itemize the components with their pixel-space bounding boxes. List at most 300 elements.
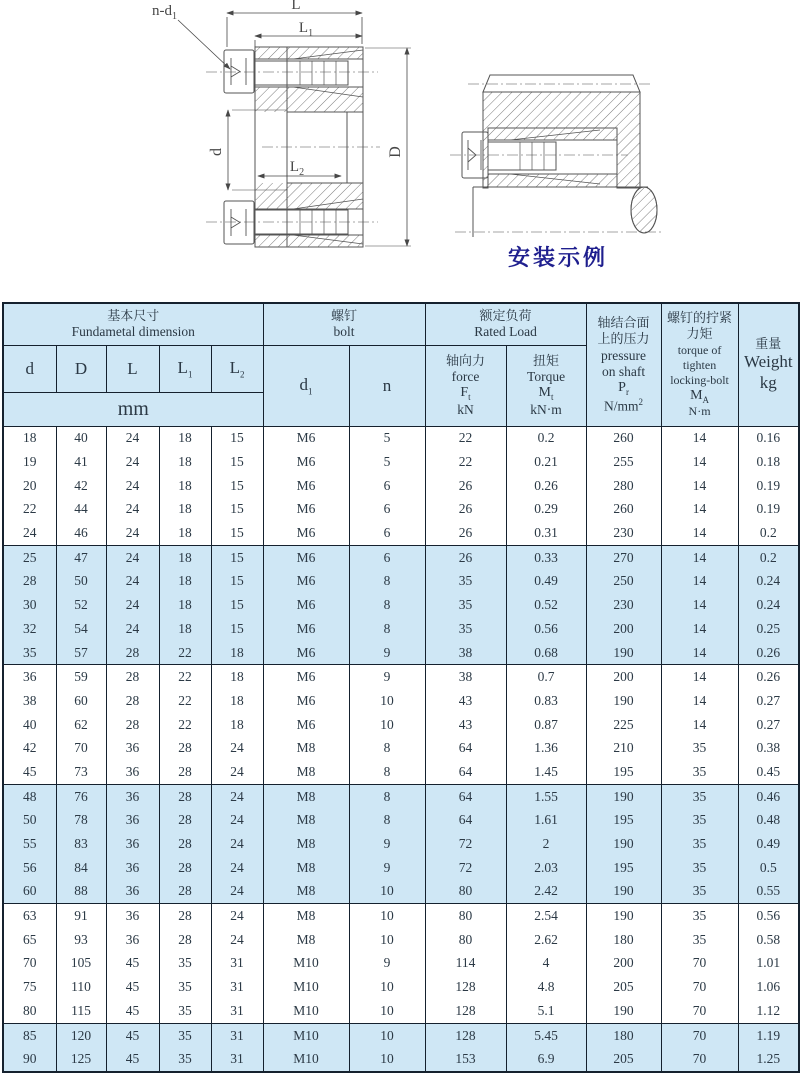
- cell: 72: [425, 832, 506, 856]
- cell: 0.5: [738, 856, 799, 880]
- cell: 0.87: [506, 713, 586, 737]
- cell: 70: [661, 952, 738, 976]
- specification-table: [2, 302, 800, 1073]
- cell: 40: [56, 426, 106, 450]
- dim-label-L2: $L_2$: [289, 159, 305, 178]
- dim-label-L: L: [291, 0, 301, 13]
- cell: 18: [211, 713, 263, 737]
- cell: 180: [586, 1023, 661, 1047]
- cell: 45: [106, 1023, 159, 1047]
- cell: 2.42: [506, 880, 586, 904]
- table-row: [3, 904, 799, 928]
- cell: M6: [263, 521, 349, 545]
- cell: 2.62: [506, 928, 586, 952]
- cell: 205: [586, 1047, 661, 1072]
- cell: 1.25: [738, 1047, 799, 1072]
- header-bolt: [263, 303, 425, 345]
- cell: 14: [661, 570, 738, 594]
- cell: 14: [661, 641, 738, 665]
- dim-label-d: d: [208, 148, 225, 156]
- cell: M8: [263, 736, 349, 760]
- cell: 5: [349, 426, 425, 450]
- table-row: [3, 1047, 799, 1072]
- cell: 6.9: [506, 1047, 586, 1072]
- cell: 10: [349, 880, 425, 904]
- cell: 14: [661, 545, 738, 569]
- cell: 9: [349, 952, 425, 976]
- cell: 18: [159, 593, 211, 617]
- cell: 25: [3, 545, 56, 569]
- cell: 0.48: [738, 809, 799, 833]
- table-row: [3, 832, 799, 856]
- header-bolt-cn: 螺钉: [331, 308, 358, 324]
- cell: 1.45: [506, 760, 586, 784]
- cell: 14: [661, 450, 738, 474]
- cell: M8: [263, 760, 349, 784]
- cell: 195: [586, 760, 661, 784]
- cell: 120: [56, 1023, 106, 1047]
- cell: 35: [159, 975, 211, 999]
- cell: 225: [586, 713, 661, 737]
- cell: 55: [3, 832, 56, 856]
- cell: 64: [425, 760, 506, 784]
- cell: 88: [56, 880, 106, 904]
- cell: 63: [3, 904, 56, 928]
- cell: 22: [425, 426, 506, 450]
- cell: 24: [106, 450, 159, 474]
- table-row: [3, 593, 799, 617]
- cell: 8: [349, 617, 425, 641]
- cell: 36: [106, 736, 159, 760]
- cell: 0.19: [738, 474, 799, 498]
- cell: 0.16: [738, 426, 799, 450]
- table-row: [3, 689, 799, 713]
- cell: 36: [106, 856, 159, 880]
- cell: 64: [425, 736, 506, 760]
- cell: 9: [349, 665, 425, 689]
- cell: 42: [56, 474, 106, 498]
- cell: 190: [586, 784, 661, 808]
- cell: M6: [263, 474, 349, 498]
- cell: 24: [106, 498, 159, 522]
- header-weight: 重量 Weight kg: [738, 303, 799, 426]
- cell: 26: [425, 521, 506, 545]
- cell: 24: [211, 736, 263, 760]
- cell: 28: [159, 904, 211, 928]
- table-row: [3, 928, 799, 952]
- cell: 190: [586, 904, 661, 928]
- table-row: [3, 498, 799, 522]
- cell: 18: [211, 641, 263, 665]
- cell: 15: [211, 617, 263, 641]
- cell: 36: [106, 904, 159, 928]
- cell: M8: [263, 832, 349, 856]
- dim-label-n-d1: $n-d_1$: [152, 3, 177, 22]
- cell: 14: [661, 474, 738, 498]
- cell: 18: [159, 498, 211, 522]
- cell: 80: [425, 928, 506, 952]
- dim-label-L1: $L_1$: [298, 20, 314, 39]
- table-row: [3, 975, 799, 999]
- cell: 83: [56, 832, 106, 856]
- cell: 9: [349, 832, 425, 856]
- cell: 5.1: [506, 999, 586, 1023]
- cell: M6: [263, 426, 349, 450]
- cell: 70: [661, 1023, 738, 1047]
- cell: 153: [425, 1047, 506, 1072]
- cell: 210: [586, 736, 661, 760]
- cell: 41: [56, 450, 106, 474]
- header-fundamental-dimension: [3, 303, 263, 345]
- installation-example-drawing: [450, 75, 662, 237]
- cell: 38: [425, 641, 506, 665]
- cell: 26: [425, 474, 506, 498]
- cell: 28: [159, 809, 211, 833]
- cell: 24: [106, 474, 159, 498]
- cell: M6: [263, 689, 349, 713]
- cell: 18: [159, 450, 211, 474]
- cell: 10: [349, 999, 425, 1023]
- cell: 28: [159, 736, 211, 760]
- cell: 30: [3, 593, 56, 617]
- cell: 270: [586, 545, 661, 569]
- cell: 38: [425, 665, 506, 689]
- cell: 0.24: [738, 593, 799, 617]
- cell: 31: [211, 975, 263, 999]
- cell: 70: [661, 975, 738, 999]
- cell: 24: [211, 880, 263, 904]
- header-rated-cn: 额定负荷: [479, 308, 532, 324]
- cell: 250: [586, 570, 661, 594]
- table-row: [3, 760, 799, 784]
- cell: 2: [506, 832, 586, 856]
- cell: 36: [106, 928, 159, 952]
- cell: M8: [263, 904, 349, 928]
- table-row: [3, 736, 799, 760]
- table-row: [3, 450, 799, 474]
- cell: 4.8: [506, 975, 586, 999]
- cell: 6: [349, 498, 425, 522]
- cell: 24: [106, 426, 159, 450]
- cell: 40: [3, 713, 56, 737]
- table-row: [3, 521, 799, 545]
- cell: 22: [159, 665, 211, 689]
- cell: 0.26: [738, 665, 799, 689]
- cell: 35: [661, 809, 738, 833]
- cell: 28: [159, 832, 211, 856]
- cell: 15: [211, 474, 263, 498]
- cell: 35: [661, 928, 738, 952]
- cell: 42: [3, 736, 56, 760]
- cell: 36: [3, 665, 56, 689]
- cell: 15: [211, 545, 263, 569]
- cell: 8: [349, 784, 425, 808]
- cell: 0.27: [738, 689, 799, 713]
- cell: M8: [263, 880, 349, 904]
- cell: 18: [159, 474, 211, 498]
- header-bolt-en: bolt: [333, 324, 355, 340]
- table-body: [3, 426, 799, 1072]
- cell: 255: [586, 450, 661, 474]
- cell: 26: [425, 545, 506, 569]
- cell: 80: [425, 904, 506, 928]
- cell: 75: [3, 975, 56, 999]
- cell: 78: [56, 809, 106, 833]
- cell: 10: [349, 904, 425, 928]
- cell: 195: [586, 856, 661, 880]
- cell: 45: [106, 952, 159, 976]
- cell: 14: [661, 617, 738, 641]
- cell: 260: [586, 426, 661, 450]
- cell: 0.27: [738, 713, 799, 737]
- cell: 15: [211, 498, 263, 522]
- cell: 9: [349, 856, 425, 880]
- cell: 0.49: [506, 570, 586, 594]
- cell: 24: [3, 521, 56, 545]
- cell: 0.68: [506, 641, 586, 665]
- cell: 50: [56, 570, 106, 594]
- cell: 70: [661, 999, 738, 1023]
- cell: 45: [106, 1047, 159, 1072]
- cell: 70: [3, 952, 56, 976]
- cell: 6: [349, 474, 425, 498]
- header-col-L2: $L_2$: [211, 345, 263, 392]
- cell: 2.54: [506, 904, 586, 928]
- cell: 90: [3, 1047, 56, 1072]
- cell: 0.18: [738, 450, 799, 474]
- specification-table-wrap: [2, 302, 798, 1073]
- cell: 190: [586, 641, 661, 665]
- cell: 0.2: [738, 521, 799, 545]
- cell: 18: [159, 426, 211, 450]
- cell: 190: [586, 999, 661, 1023]
- cell: 28: [106, 713, 159, 737]
- cell: 280: [586, 474, 661, 498]
- cell: 10: [349, 1047, 425, 1072]
- table-row: [3, 952, 799, 976]
- cell: 28: [159, 880, 211, 904]
- cell: 18: [211, 665, 263, 689]
- cell: 28: [159, 784, 211, 808]
- cell: 24: [211, 856, 263, 880]
- cell: 1.12: [738, 999, 799, 1023]
- cell: 105: [56, 952, 106, 976]
- cell: 91: [56, 904, 106, 928]
- table-row: [3, 809, 799, 833]
- cell: 45: [106, 999, 159, 1023]
- cell: 14: [661, 521, 738, 545]
- cell: 1.36: [506, 736, 586, 760]
- header-fundamental-en: Fundametal dimension: [71, 324, 195, 340]
- table-row: [3, 617, 799, 641]
- table-header: [3, 303, 799, 426]
- cell: 93: [56, 928, 106, 952]
- cell: 46: [56, 521, 106, 545]
- cell: 44: [56, 498, 106, 522]
- cell: 35: [425, 593, 506, 617]
- cell: 85: [3, 1023, 56, 1047]
- header-pressure-on-shaft: 轴结合面 上的压力 pressure on shaft $P_r$ $N/mm^2$: [586, 303, 661, 426]
- cell: 22: [159, 689, 211, 713]
- cell: 72: [425, 856, 506, 880]
- cell: 31: [211, 1047, 263, 1072]
- cell: M6: [263, 641, 349, 665]
- cell: 0.52: [506, 593, 586, 617]
- cell: 35: [661, 784, 738, 808]
- cell: 14: [661, 713, 738, 737]
- cell: 22: [159, 713, 211, 737]
- cell: 0.56: [506, 617, 586, 641]
- cell: 0.45: [738, 760, 799, 784]
- table-row: [3, 545, 799, 569]
- cell: 9: [349, 641, 425, 665]
- cell: 0.46: [738, 784, 799, 808]
- cell: 10: [349, 928, 425, 952]
- cell: 0.26: [506, 474, 586, 498]
- cell: 64: [425, 784, 506, 808]
- cell: 0.58: [738, 928, 799, 952]
- cell: 5.45: [506, 1023, 586, 1047]
- cell: 28: [3, 570, 56, 594]
- cell: 50: [3, 809, 56, 833]
- cell: 15: [211, 570, 263, 594]
- cell: M10: [263, 1047, 349, 1072]
- cell: 35: [425, 617, 506, 641]
- cell: 65: [3, 928, 56, 952]
- cell: 62: [56, 713, 106, 737]
- table-row: [3, 570, 799, 594]
- cell: 0.24: [738, 570, 799, 594]
- cell: 35: [159, 999, 211, 1023]
- cell: M6: [263, 498, 349, 522]
- cell: 36: [106, 832, 159, 856]
- cell: 24: [211, 760, 263, 784]
- cell: 59: [56, 665, 106, 689]
- cell: 8: [349, 760, 425, 784]
- cell: 35: [661, 856, 738, 880]
- cell: 6: [349, 545, 425, 569]
- cell: 15: [211, 450, 263, 474]
- cell: 35: [159, 952, 211, 976]
- technical-drawings: [0, 0, 800, 300]
- cell: 2.03: [506, 856, 586, 880]
- cell: 200: [586, 665, 661, 689]
- cell: 56: [3, 856, 56, 880]
- cell: 14: [661, 426, 738, 450]
- cell: M8: [263, 809, 349, 833]
- header-rated-load: [425, 303, 586, 345]
- cell: 24: [211, 832, 263, 856]
- cell: 43: [425, 713, 506, 737]
- cell: 128: [425, 1023, 506, 1047]
- cell: M6: [263, 617, 349, 641]
- cell: 36: [106, 809, 159, 833]
- cell: M10: [263, 1023, 349, 1047]
- table-row: [3, 665, 799, 689]
- cell: 0.31: [506, 521, 586, 545]
- cell: 22: [425, 450, 506, 474]
- cell: 230: [586, 521, 661, 545]
- cell: 43: [425, 689, 506, 713]
- cell: 26: [425, 498, 506, 522]
- cell: 31: [211, 999, 263, 1023]
- cell: 0.19: [738, 498, 799, 522]
- cell: 35: [661, 736, 738, 760]
- cell: 35: [661, 760, 738, 784]
- table-row: [3, 856, 799, 880]
- cell: 28: [106, 689, 159, 713]
- cell: 0.2: [738, 545, 799, 569]
- cell: 10: [349, 713, 425, 737]
- cell: 15: [211, 593, 263, 617]
- dim-label-D: D: [387, 146, 404, 158]
- cell: 24: [211, 784, 263, 808]
- cell: 45: [3, 760, 56, 784]
- cell: 14: [661, 665, 738, 689]
- cell: 70: [661, 1047, 738, 1072]
- cell: 1.06: [738, 975, 799, 999]
- cell: 10: [349, 1023, 425, 1047]
- cell: 0.55: [738, 880, 799, 904]
- cell: 24: [106, 521, 159, 545]
- cell: 36: [106, 760, 159, 784]
- cell: M10: [263, 952, 349, 976]
- cell: M6: [263, 545, 349, 569]
- cell: 18: [3, 426, 56, 450]
- cell: 128: [425, 975, 506, 999]
- cell: 205: [586, 975, 661, 999]
- header-col-n: n: [349, 345, 425, 426]
- cell: 190: [586, 832, 661, 856]
- cell: 0.33: [506, 545, 586, 569]
- cell: 76: [56, 784, 106, 808]
- header-col-L: L: [106, 345, 159, 392]
- cell: 35: [425, 570, 506, 594]
- cell: 15: [211, 426, 263, 450]
- cell: 35: [3, 641, 56, 665]
- cell: 28: [106, 665, 159, 689]
- table-row: [3, 426, 799, 450]
- header-unit-mm: mm: [3, 392, 263, 426]
- cell: 70: [56, 736, 106, 760]
- cell: M8: [263, 928, 349, 952]
- cell: 22: [3, 498, 56, 522]
- cell: M10: [263, 975, 349, 999]
- cell: 28: [106, 641, 159, 665]
- cell: M6: [263, 450, 349, 474]
- cell: 45: [106, 975, 159, 999]
- cell: 38: [3, 689, 56, 713]
- cell: 0.26: [738, 641, 799, 665]
- header-rated-en: Rated Load: [474, 324, 537, 340]
- header-col-d1: $d_1$: [263, 345, 349, 426]
- cell: 110: [56, 975, 106, 999]
- cell: M10: [263, 999, 349, 1023]
- table-row: [3, 713, 799, 737]
- cell: 1.01: [738, 952, 799, 976]
- cell: 10: [349, 689, 425, 713]
- section-view-drawing: [152, 0, 411, 247]
- cell: 0.49: [738, 832, 799, 856]
- cell: 28: [159, 856, 211, 880]
- table-row: [3, 474, 799, 498]
- cell: 200: [586, 952, 661, 976]
- cell: 24: [106, 545, 159, 569]
- cell: 28: [159, 928, 211, 952]
- cell: 19: [3, 450, 56, 474]
- cell: 24: [211, 928, 263, 952]
- cell: 0.2: [506, 426, 586, 450]
